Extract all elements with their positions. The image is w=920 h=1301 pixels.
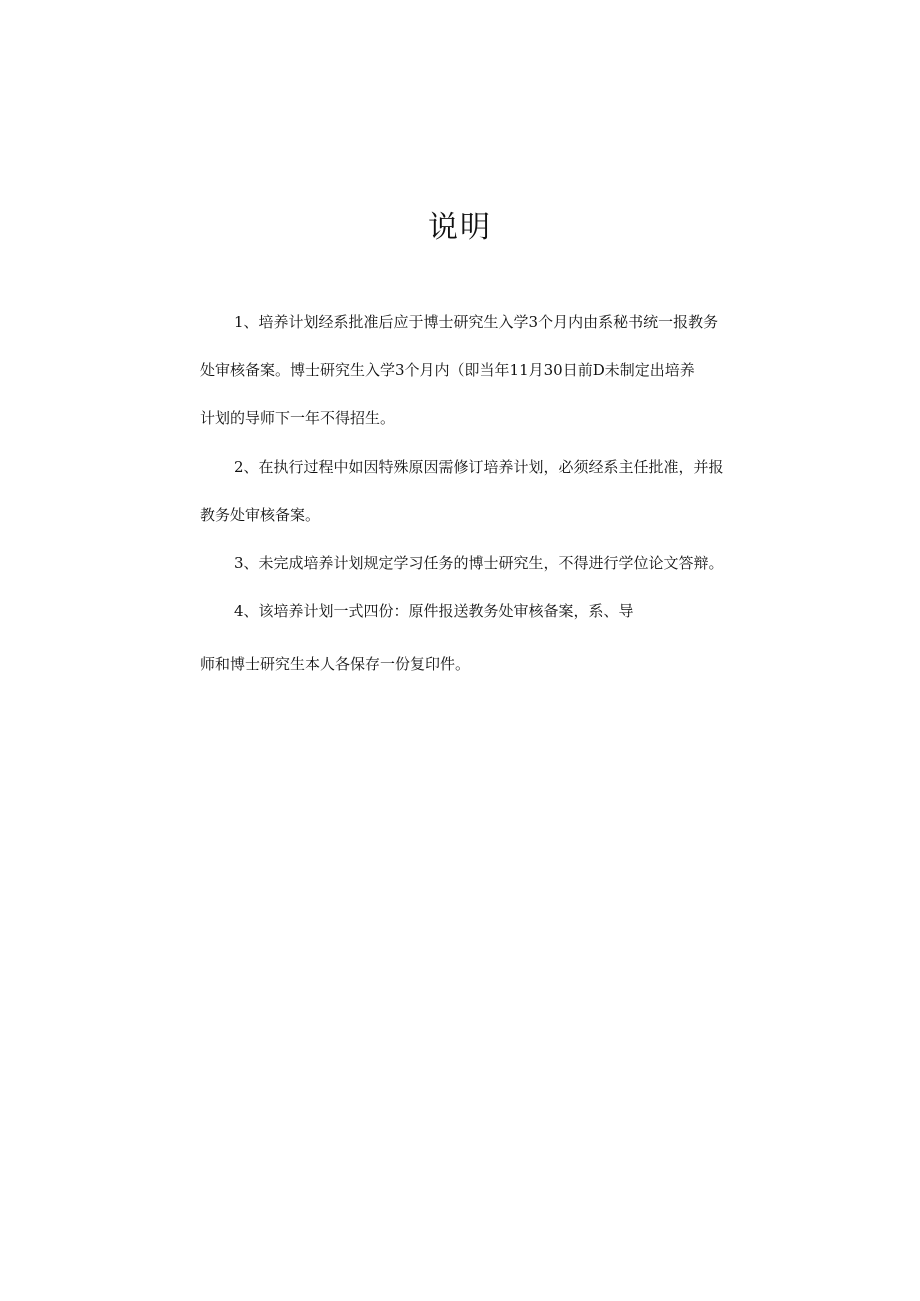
- paragraph-2-line-1: 2、在执行过程中如因特殊原因需修订培养计划，必须经系主任批准，并报: [234, 458, 724, 476]
- paragraph-4-line-2: 师和博士研究生本人各保存一份复印件。: [200, 655, 471, 673]
- paragraph-1-line-2: 处审核备案。博士研究生入学3个月内（即当年11月30日前D未制定出培养: [200, 361, 695, 379]
- page-title: 说明: [428, 210, 492, 245]
- paragraph-1-line-1: 1、培养计划经系批准后应于博士研究生入学3个月内由系秘书统一报教务: [234, 313, 719, 331]
- paragraph-1-line-3: 计划的导师下一年不得招生。: [200, 409, 396, 427]
- paragraph-4-line-1: 4、该培养计划一式四份：原件报送教务处审核备案，系、导: [234, 602, 634, 620]
- paragraph-2-line-2: 教务处审核备案。: [200, 506, 321, 524]
- paragraph-3-line-1: 3、未完成培养计划规定学习任务的博士研究生，不得进行学位论文答辩。: [234, 554, 724, 572]
